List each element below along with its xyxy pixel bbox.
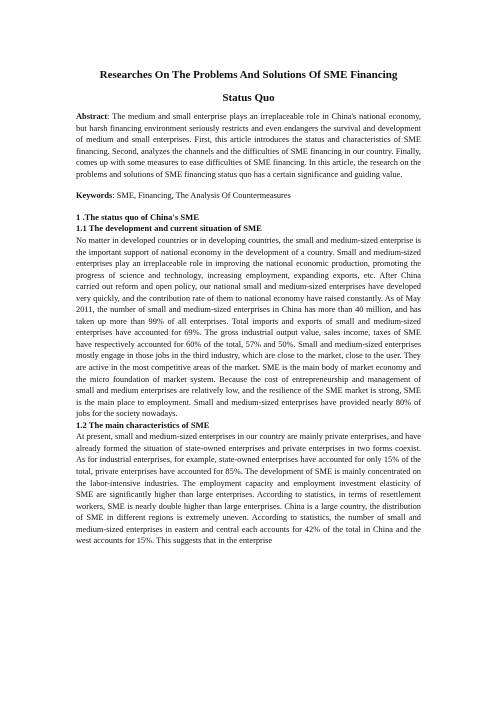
keywords-label: Keywords [76,191,113,201]
abstract-paragraph [76,111,421,180]
section-1-2-paragraph: At present, small and medium-sized enterprises in our country are mainly private enterprises, and have already formed the situation of state-owned enterprises and private enterprises in two forms coexist. As for industrial enterprises, for example, state-owned enterprises have accounted for only 15% of the total, private enterprises have accounted for 85%. The development of SME is mainly concentrated on the labor-intensive industries. The employment capacity and employment investment elasticity of SME are significantly higher than large enterprises. According to statistics, in terms of resettlement workers, SME is nearly double higher than large enterprises. China is a large country, the distribution of SME in different regions is extremely uneven. According to statistics, the number of small and medium-sized enterprises in eastern and central each accounts for 42% of the total in China and the west accounts for 15%. This suggests that in the enterprise [76,432,421,546]
keywords-text: : SME, Financing, The Analysis Of Countermeasures [112,191,291,201]
paper-title-line2: Status Quo [222,92,275,104]
section-1-1-paragraph: No matter in developed countries or in developing countries, the small and medium-sized enterprise is the important support of national economy in the development of a country. Small and medium-sized enterprises play an irreplaceable role in improving the national economic production, promoting the progress of science and technology, increasing employment, expanding exports, etc. After China carried out reform and open policy, our national small and medium-sized enterprises have developed very quickly, and the contribution rate of them to national economy have raised constantly. As of May 2011, the number of small and medium-sized enterprises in China has more than 40 million, and has taken up more than 99% of all enterprises. Total imports and exports of small and medium-sized enterprises have accounted for 69%. The gross industrial output value, sales income, taxes of SME have respectively accounted for 60% of the total, 57% and 50%. Small and medium-sized enterprises mostly engage in those jobs in the third industry, which are close to the market, close to the user. They are active in the most competitive areas of the market. SME is the main body of market economy and the micro foundation of market system. Because the cost of entrepreneurship and management of small and medium enterprises are relatively low, and the resilience of the SME market is strong, SME is the main place to employment. Small and medium-sized enterprises have provided nearly 80% of jobs for the society nowadays. [76,236,421,419]
abstract-text: : The medium and small enterprise plays an irreplaceable role in China's national economy, but harsh financing environment seriously restricts and even endangers the survival and development of medium and small enterprises. First, this article introduces the status and characteristics of SME financing. Second, analyzes the channels and the difficulties of SME financing in our country. Finally, comes up with some measures to ease difficulties of SME financing. In this article, the research on the problems and solutions of SME financing status quo has a certain significance and guiding value. [76,112,421,179]
paper-title-line1: Researches On The Problems And Solutions Of SME Financing [99,69,398,81]
section-1-2-heading: 1.2 The main characteristics of SME [76,419,210,430]
section-1-1-heading: 1.1 The development and current situation of SME [76,223,262,234]
keywords-paragraph [76,190,421,202]
section-1-heading: 1 .The status quo of China's SME [76,211,199,222]
abstract-label: Abstract [76,112,108,121]
